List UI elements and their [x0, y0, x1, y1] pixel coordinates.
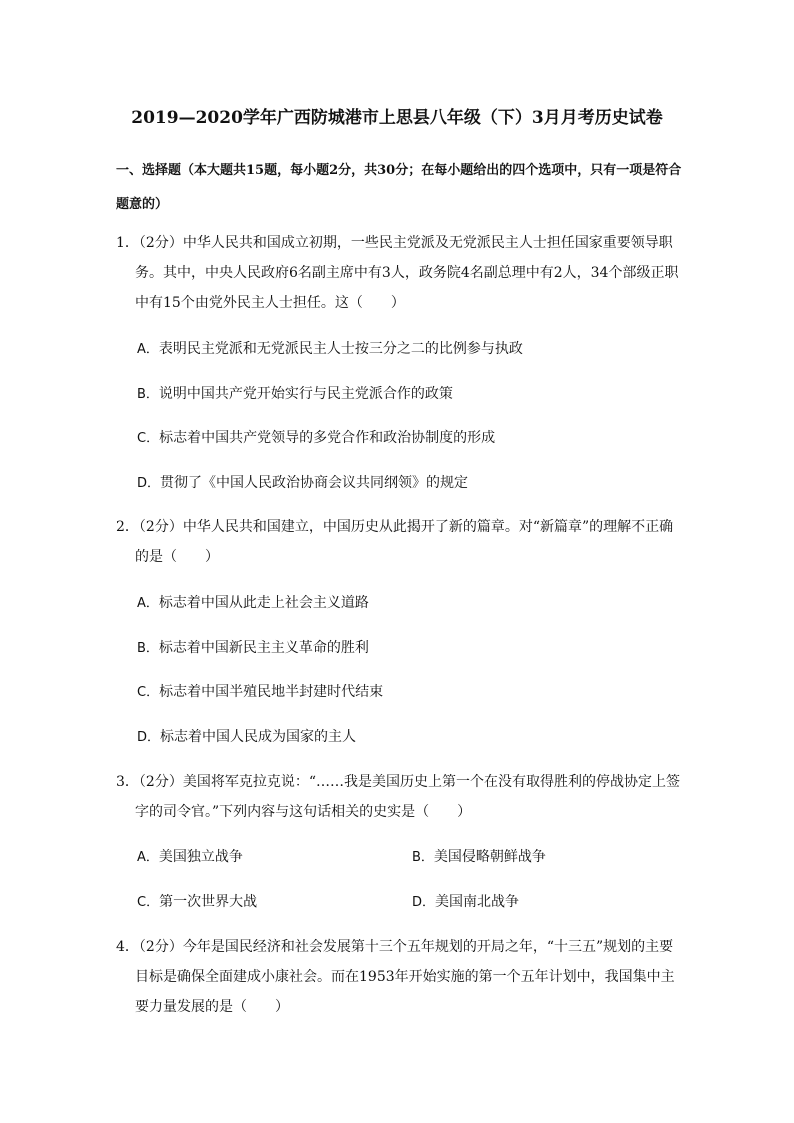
option-c	[137, 892, 257, 913]
option-b	[137, 384, 453, 405]
option-b	[412, 847, 546, 868]
option-letter: D．	[412, 895, 436, 910]
option-text: 美国侵略朝鲜战争	[433, 849, 546, 865]
exam-title: 2019—2020学年广西防城港市上思县八年级（下）3月月考历史试卷	[131, 108, 663, 128]
option-letter: D．	[137, 476, 161, 491]
option-text: 标志着中国新民主主义革命的胜利	[158, 640, 369, 656]
option-letter: A．	[137, 342, 159, 357]
option-text: 贯彻了《中国人民政治协商会议共同纲领》的规定	[160, 475, 469, 491]
option-text: 标志着中国半殖民地半封建时代结束	[159, 684, 384, 700]
option-letter: A．	[137, 596, 159, 611]
option-letter: C．	[137, 895, 160, 910]
question-3	[116, 767, 682, 827]
option-letter: D．	[137, 730, 161, 745]
option-text: 第一次世界大战	[159, 894, 258, 910]
option-d	[137, 473, 468, 494]
option-c	[137, 682, 383, 703]
question-4	[116, 932, 682, 1022]
option-letter: B．	[412, 850, 434, 865]
option-letter: C．	[137, 431, 160, 446]
question-stem: 3．（2分）美国将军克拉克说：“……我是美国历史上第一个在没有取得胜利的停战协定上签字的司令官。”下列内容与这句话相关的史实是（ ）	[116, 774, 680, 820]
option-text: 标志着中国从此走上社会主义道路	[158, 595, 369, 611]
question-1	[116, 228, 682, 318]
option-text: 标志着中国人民成为国家的主人	[160, 729, 357, 745]
question-stem: 4．（2分）今年是国民经济和社会发展第十三个五年规划的开局之年，“十三五”规划的主要目标是确保全面建成小康社会。而在1953年开始实施的第一个五年计划中，我国集中主要力量发展的是（ ）	[116, 939, 675, 1015]
option-text: 美国独立战争	[158, 849, 243, 865]
option-a	[137, 847, 243, 868]
option-text: 标志着中国共产党领导的多党合作和政治协制度的形成	[159, 430, 496, 446]
option-text: 美国南北战争	[435, 894, 520, 910]
question-2	[116, 512, 682, 572]
option-letter: B．	[137, 641, 159, 656]
option-letter: A．	[137, 850, 159, 865]
option-text: 说明中国共产党开始实行与民主党派合作的政策	[158, 386, 453, 402]
option-b	[137, 638, 369, 659]
question-stem: 1．（2分）中华人民共和国成立初期，一些民主党派及无党派民主人士担任国家重要领导职务。其中，中央人民政府6名副主席中有3人，政务院4名副总理中有2人，34个部级正职中有15个由党外民主人士担任。这（ ）	[116, 235, 679, 311]
option-d	[137, 727, 356, 748]
option-letter: B．	[137, 387, 159, 402]
option-d	[412, 892, 519, 913]
option-a	[137, 339, 523, 360]
option-text: 表明民主党派和无党派民主人士按三分之二的比例参与执政	[158, 341, 523, 357]
option-c	[137, 428, 495, 449]
option-letter: C．	[137, 685, 160, 700]
section-heading: 一、选择题（本大题共15题，每小题2分，共30分；在每小题给出的四个选项中，只有一项是符合题意的）	[116, 163, 682, 212]
option-a	[137, 593, 369, 614]
question-stem: 2．（2分）中华人民共和国建立，中国历史从此揭开了新的篇章。对“新篇章”的理解不正确的是（ ）	[116, 519, 674, 565]
